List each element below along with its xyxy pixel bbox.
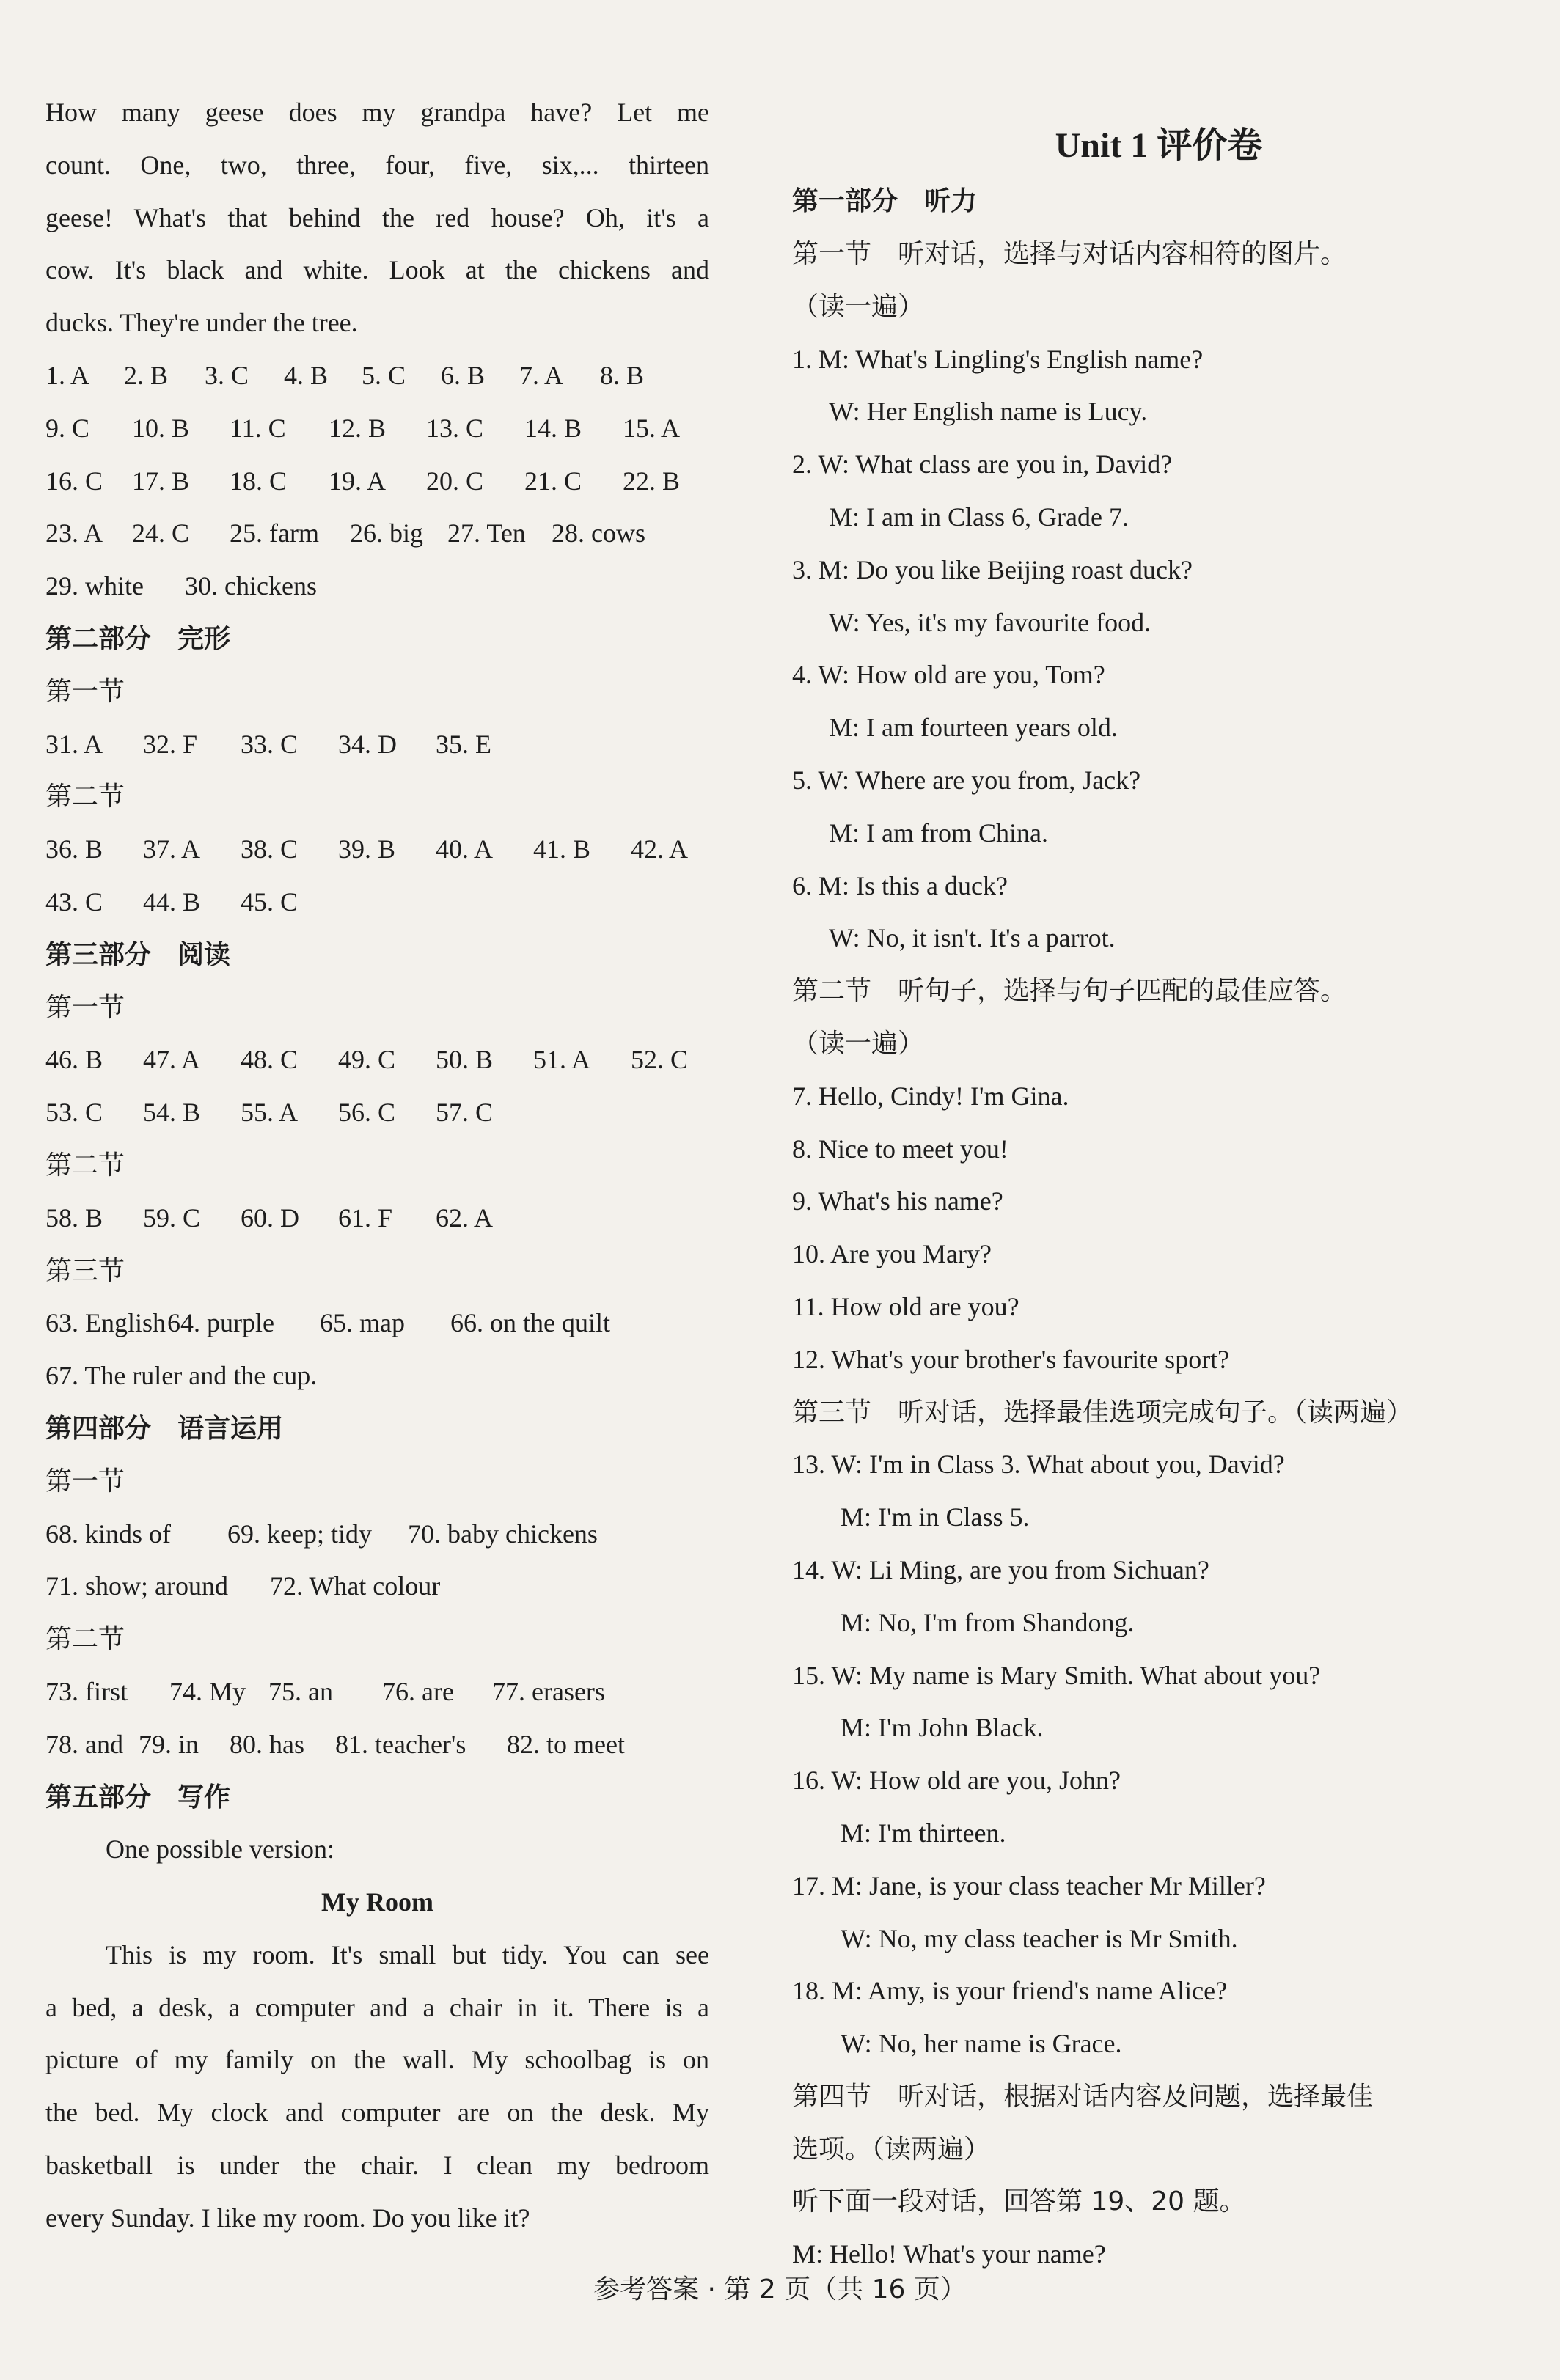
passage-line: How many geese does my grandpa have? Let me xyxy=(45,98,709,127)
dialogue-line: 13. W: I'm in Class 3. What about you, David? xyxy=(792,1450,1285,1480)
section-intro: 第四节 听对话，根据对话内容及问题，选择最佳 xyxy=(792,2081,1374,2112)
dialogue-line: 18. M: Amy, is your friend's name Alice? xyxy=(792,1976,1228,2006)
answer: 55. A xyxy=(241,1098,299,1128)
section-note: 听下面一段对话，回答第 19、20 题。 xyxy=(792,2186,1246,2217)
section-intro: 第三节 听对话，选择最佳选项完成句子。（读两遍） xyxy=(792,1397,1413,1428)
section-intro: 选项。（读两遍） xyxy=(792,2134,991,2164)
answer: 56. C xyxy=(338,1098,396,1128)
answer: 25. farm xyxy=(230,518,319,548)
answer: 18. C xyxy=(230,466,288,496)
answer: 26. big xyxy=(350,518,424,548)
dialogue-line: M: I am fourteen years old. xyxy=(829,713,1118,743)
answer: 1. A xyxy=(45,360,90,390)
essay-title: My Room xyxy=(321,1887,433,1917)
section-intro: 第一节 听对话，选择与对话内容相符的图片。 xyxy=(792,239,1347,269)
answer: 3. C xyxy=(205,360,249,390)
answer: 59. C xyxy=(143,1202,201,1233)
answer: 33. C xyxy=(241,729,299,759)
answer-row xyxy=(45,1297,709,1350)
answer: 39. B xyxy=(338,834,396,864)
part5-heading: 第五部分 写作 xyxy=(45,1782,231,1812)
answer-row xyxy=(45,1192,709,1245)
essay-line: This is my room. It's small but tidy. You can see xyxy=(106,1939,709,1969)
answer: 29. white xyxy=(45,571,144,601)
answer: 7. A xyxy=(519,360,564,390)
answer-row xyxy=(45,876,709,929)
answer: 35. E xyxy=(436,729,491,759)
answer-row xyxy=(45,1350,709,1403)
dialogue-line: 17. M: Jane, is your class teacher Mr Miller? xyxy=(792,1870,1266,1900)
answer: 54. B xyxy=(143,1098,201,1128)
answer: 65. map xyxy=(320,1308,405,1338)
dialogue-line: 16. W: How old are you, John? xyxy=(792,1766,1121,1796)
sentence-item: 8. Nice to meet you! xyxy=(792,1134,1008,1164)
answer: 82. to meet xyxy=(507,1729,625,1759)
answer: 36. B xyxy=(45,834,103,864)
answer: 70. baby chickens xyxy=(408,1518,598,1549)
answer-row xyxy=(45,1508,709,1561)
dialogue-line: M: I'm in Class 5. xyxy=(841,1502,1030,1532)
answer: 75. an xyxy=(268,1676,333,1706)
answer-row xyxy=(45,507,709,560)
answer: 58. B xyxy=(45,1202,103,1233)
passage-line: count. One, two, three, four, five, six,... thirteen xyxy=(45,150,709,180)
section-intro: 第二节 听句子，选择与句子匹配的最佳应答。 xyxy=(792,976,1347,1007)
dialogue-line: W: No, my class teacher is Mr Smith. xyxy=(841,1923,1238,1953)
section-label: 第一节 xyxy=(45,676,125,707)
answer: 2. B xyxy=(124,360,169,390)
answer: 16. C xyxy=(45,466,103,496)
passage-line: geese! What's that behind the red house? Oh, it's a xyxy=(45,202,709,232)
answer: 47. A xyxy=(143,1045,201,1075)
answer: 23. A xyxy=(45,518,103,548)
answer: 68. kinds of xyxy=(45,1518,171,1549)
answer: 78. and xyxy=(45,1729,123,1759)
section-label: 第二节 xyxy=(45,1150,125,1180)
answer: 46. B xyxy=(45,1045,103,1075)
answer: 80. has xyxy=(230,1729,304,1759)
answer-row xyxy=(45,1087,709,1139)
answer: 20. C xyxy=(426,466,484,496)
sentence-item: 10. Are you Mary? xyxy=(792,1239,992,1269)
answer: 10. B xyxy=(132,413,190,443)
answer: 81. teacher's xyxy=(335,1729,466,1759)
answer: 57. C xyxy=(436,1098,494,1128)
answer: 53. C xyxy=(45,1098,103,1128)
passage-line: ducks. They're under the tree. xyxy=(45,308,358,338)
answer: 28. cows xyxy=(552,518,645,548)
answer: 50. B xyxy=(436,1045,494,1075)
answer: 44. B xyxy=(143,886,201,917)
essay-line: the bed. My clock and computer are on the desk. My xyxy=(45,2098,709,2128)
answer: 72. What colour xyxy=(270,1571,441,1601)
answer: 67. The ruler and the cup. xyxy=(45,1361,318,1391)
answer-row xyxy=(45,1666,709,1719)
answer: 12. B xyxy=(329,413,387,443)
sentence-item: 11. How old are you? xyxy=(792,1291,1019,1321)
dialogue-line: M: I'm John Black. xyxy=(841,1713,1044,1743)
dialogue-line: W: Her English name is Lucy. xyxy=(829,397,1148,427)
answer: 40. A xyxy=(436,834,494,864)
unit-title: Unit 1 评价卷 xyxy=(1055,125,1263,166)
dialogue-line: M: I am in Class 6, Grade 7. xyxy=(829,502,1129,532)
answer-row xyxy=(45,560,709,613)
answer: 51. A xyxy=(533,1045,591,1075)
answer-row xyxy=(45,719,709,771)
dialogue-line: M: No, I'm from Shandong. xyxy=(841,1607,1135,1637)
dialogue-line: W: No, it isn't. It's a parrot. xyxy=(829,923,1116,953)
section-label: 第二节 xyxy=(45,782,125,812)
right-column xyxy=(792,116,1526,2281)
part2-heading: 第二部分 完形 xyxy=(45,623,231,654)
section-intro: （读一遍） xyxy=(792,291,925,322)
dialogue-line: M: Hello! What's your name? xyxy=(792,2239,1106,2269)
answer: 41. B xyxy=(533,834,591,864)
answer: 31. A xyxy=(45,729,103,759)
part4-heading: 第四部分 语言运用 xyxy=(45,1413,284,1444)
dialogue-line: 3. M: Do you like Beijing roast duck? xyxy=(792,554,1193,584)
answer: 61. F xyxy=(338,1202,393,1233)
essay-line: picture of my family on the wall. My schoolbag is on xyxy=(45,2045,709,2075)
dialogue-line: 15. W: My name is Mary Smith. What about you? xyxy=(792,1660,1321,1690)
part3-heading: 第三部分 阅读 xyxy=(45,939,231,970)
answer: 15. A xyxy=(623,413,681,443)
passage-line: cow. It's black and white. Look at the chickens and xyxy=(45,255,709,285)
unit-title-cn: 评价卷 xyxy=(1157,125,1263,166)
answer-row xyxy=(45,403,709,455)
answer: 4. B xyxy=(284,360,329,390)
dialogue-line: W: Yes, it's my favourite food. xyxy=(829,607,1151,637)
answer: 45. C xyxy=(241,886,299,917)
essay-line: every Sunday. I like my room. Do you like it? xyxy=(45,2203,530,2233)
version-note: One possible version: xyxy=(106,1834,334,1865)
essay-line: a bed, a desk, a computer and a chair in it. There is a xyxy=(45,1992,709,2022)
dialogue-line: 5. W: Where are you from, Jack? xyxy=(792,765,1141,795)
left-column xyxy=(45,87,709,2245)
answer: 62. A xyxy=(436,1202,494,1233)
dialogue-line: M: I'm thirteen. xyxy=(841,1818,1006,1848)
answer-row xyxy=(45,1034,709,1087)
answer: 38. C xyxy=(241,834,299,864)
answer: 24. C xyxy=(132,518,190,548)
answer: 52. C xyxy=(631,1045,689,1075)
answer: 77. erasers xyxy=(492,1676,605,1706)
part1-heading: 第一部分 听力 xyxy=(792,186,978,216)
answer: 8. B xyxy=(600,360,645,390)
sentence-item: 12. What's your brother's favourite sport? xyxy=(792,1344,1230,1374)
dialogue-line: 14. W: Li Ming, are you from Sichuan? xyxy=(792,1554,1209,1584)
sentence-item: 7. Hello, Cindy! I'm Gina. xyxy=(792,1081,1069,1111)
answer: 71. show; around xyxy=(45,1571,228,1601)
answer: 43. C xyxy=(45,886,103,917)
essay-line: basketball is under the chair. I clean my bedroom xyxy=(45,2151,709,2181)
answer: 5. C xyxy=(362,360,406,390)
dialogue-line: 2. W: What class are you in, David? xyxy=(792,449,1173,480)
answer: 13. C xyxy=(426,413,484,443)
answer: 22. B xyxy=(623,466,681,496)
answer: 14. B xyxy=(524,413,582,443)
answer: 37. A xyxy=(143,834,201,864)
answer: 48. C xyxy=(241,1045,299,1075)
dialogue-line: 6. M: Is this a duck? xyxy=(792,870,1008,900)
answer: 27. Ten xyxy=(447,518,526,548)
answer: 76. are xyxy=(382,1676,454,1706)
answer: 74. My xyxy=(169,1676,246,1706)
section-label: 第一节 xyxy=(45,1466,125,1496)
answer: 30. chickens xyxy=(185,571,317,601)
section-label: 第一节 xyxy=(45,992,125,1023)
answer: 11. C xyxy=(230,413,286,443)
answer: 42. A xyxy=(631,834,689,864)
answer: 49. C xyxy=(338,1045,396,1075)
dialogue-line: 4. W: How old are you, Tom? xyxy=(792,660,1105,690)
dialogue-line: 1. M: What's Lingling's English name? xyxy=(792,344,1204,374)
answer: 34. D xyxy=(338,729,397,759)
answer-row xyxy=(45,350,709,403)
answer-row xyxy=(45,823,709,876)
answer: 17. B xyxy=(132,466,190,496)
answer: 63. English xyxy=(45,1308,166,1338)
answer: 60. D xyxy=(241,1202,299,1233)
answer: 69. keep; tidy xyxy=(227,1518,372,1549)
answer: 73. first xyxy=(45,1676,128,1706)
section-intro: （读一遍） xyxy=(792,1028,925,1059)
page-footer: 参考答案 · 第 2 页（共 16 页） xyxy=(593,2274,967,2304)
answer: 9. C xyxy=(45,413,90,443)
answer: 66. on the quilt xyxy=(450,1308,610,1338)
sentence-item: 9. What's his name? xyxy=(792,1186,1003,1216)
section-label: 第二节 xyxy=(45,1624,125,1655)
answer-row xyxy=(45,455,709,508)
section-label: 第三节 xyxy=(45,1255,125,1286)
answer: 6. B xyxy=(441,360,486,390)
dialogue-line: M: I am from China. xyxy=(829,818,1048,848)
dialogue-line: W: No, her name is Grace. xyxy=(841,2029,1122,2059)
answer: 64. purple xyxy=(167,1308,274,1338)
answer: 21. C xyxy=(524,466,582,496)
answer: 32. F xyxy=(143,729,198,759)
answer-row xyxy=(45,1560,709,1613)
answer-row xyxy=(45,1719,709,1771)
answer: 19. A xyxy=(329,466,387,496)
answer: 79. in xyxy=(139,1729,199,1759)
